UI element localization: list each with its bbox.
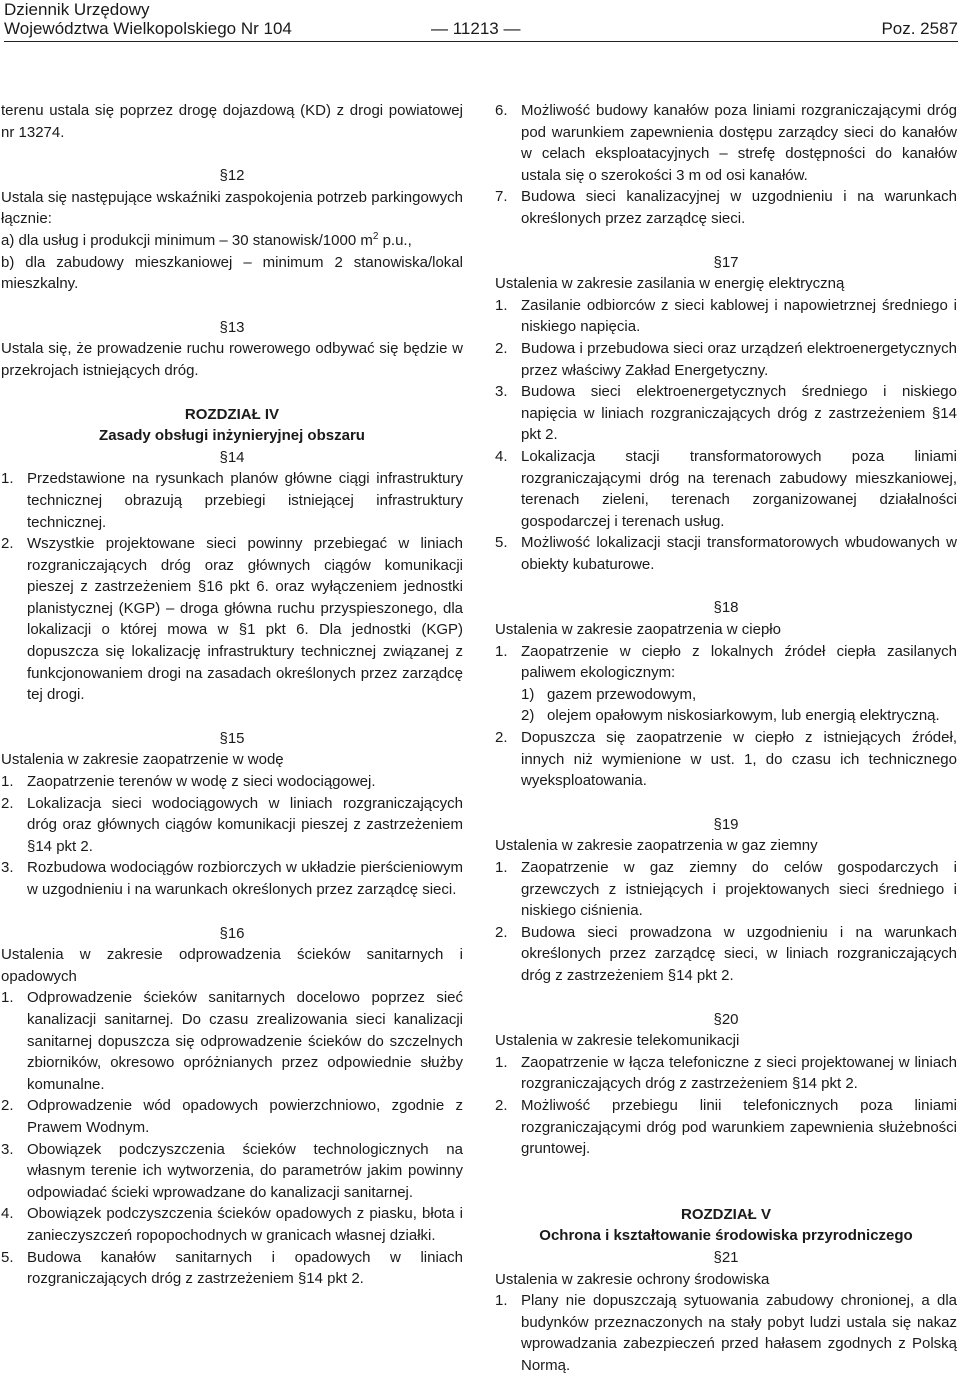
section-20-title: §20 <box>713 1010 739 1028</box>
section-14-title: §14 <box>219 448 245 466</box>
list-item <box>1 468 463 533</box>
position-number: Poz. 2587 <box>881 19 958 38</box>
page-header <box>4 0 958 40</box>
page-number: — 11213 — <box>431 19 521 38</box>
list-item <box>495 100 957 186</box>
item-text: Odprowadzenie wód opadowych powierzchniowo, zgodnie z Prawem Wodnym. <box>27 1097 463 1136</box>
list-item <box>495 381 957 446</box>
item-text: Dopuszcza się zaopatrzenie w ciepło z istniejących źródeł, innych niż wymienione w ust. 1, do czasu ich technicznego wyeksploatowania. <box>521 729 957 790</box>
list-item <box>1 987 463 1095</box>
list-item <box>495 446 957 532</box>
list-item <box>495 641 957 684</box>
item-text: Przedstawione na rysunkach planów główne ciągi infrastruktury technicznej obrazują przebiegi istniejącej infrastruktury technicznej. <box>27 470 463 531</box>
sub-item-text: gazem przewodowym, <box>547 685 697 703</box>
section-15-title: §15 <box>219 729 245 747</box>
section-18-heading: Ustalenia w zakresie zaopatrzenia w ciepło <box>495 621 781 639</box>
section-12-item-a-suffix: p.u., <box>378 231 412 249</box>
item-number: 1. <box>1 773 14 791</box>
chapter-5-title: ROZDZIAŁ V <box>681 1205 771 1223</box>
list-item <box>1 771 463 793</box>
item-number: 2. <box>495 729 508 747</box>
item-text: Lokalizacja sieci wodociągowych w liniach rozgraniczających dróg oraz głównych ciągów komunikacji pieszej z zastrzeżeniem §14 pkt 2. <box>27 794 463 855</box>
section-16-heading: Ustalenia w zakresie odprowadzenia ścieków sanitarnych i opadowych <box>1 946 463 985</box>
section-21-heading: Ustalenia w zakresie ochrony środowiska <box>495 1270 770 1288</box>
item-number: 1. <box>495 642 508 660</box>
list-item <box>1 1139 463 1204</box>
item-number: 5. <box>1 1248 14 1266</box>
sub-list-item <box>521 684 957 706</box>
list-item <box>1 1247 463 1290</box>
item-text: Rozbudowa wodociągów rozbiorczych w układzie pierścieniowym w uzgodnieniu i na warunkach określonych przez zarządcę sieci. <box>27 859 463 898</box>
item-number: 1. <box>495 296 508 314</box>
item-text: Zaopatrzenie w ciepło z lokalnych źródeł ciepła zasilanych paliwem ekologicznym: <box>521 642 957 682</box>
sub-item-text: olejem opałowym niskosiarkowym, lub energią elektryczną. <box>547 707 940 725</box>
item-text: Budowa sieci elektroenergetycznych średniego i niskiego napięcia w liniach rozgraniczających dróg z zastrzeżeniem §14 pkt 2. <box>521 383 957 444</box>
sub-item-number: 2) <box>521 707 535 725</box>
section-17-title: §17 <box>713 253 739 271</box>
item-number: 3. <box>1 859 14 877</box>
journal-title-line1: Dziennik Urzędowy <box>4 0 150 19</box>
item-number: 2. <box>1 535 14 553</box>
list-item <box>495 1052 957 1095</box>
section-12-item-b: b) dla zabudowy mieszkaniowej – minimum 2 stanowiska/lokal mieszkalny. <box>1 253 463 293</box>
list-item <box>1 857 463 900</box>
journal-title <box>4 0 292 38</box>
chapter-5-subtitle: Ochrona i kształtowanie środowiska przyrodniczego <box>539 1227 913 1245</box>
section-12-item-a-sup: 2 <box>372 230 379 242</box>
item-number: 3. <box>495 383 508 401</box>
item-number: 1. <box>1 470 14 488</box>
item-text: Możliwość lokalizacji stacji transformatorowych wbudowanych w obiekty kubaturowe. <box>521 534 957 573</box>
section-12-title: §12 <box>219 167 245 185</box>
item-number: 2. <box>495 1096 508 1114</box>
header-divider <box>4 41 958 42</box>
item-number: 6. <box>495 102 508 119</box>
item-number: 4. <box>495 447 508 465</box>
section-13-text: Ustala się, że prowadzenie ruchu rowerowego odbywać się będzie w przekrojach istniejących dróg. <box>1 340 463 379</box>
item-number: 1. <box>495 1053 508 1071</box>
intro-paragraph: terenu ustala się poprzez drogę dojazdową (KD) z drogi powiatowej nr 13274. <box>1 102 463 141</box>
section-19-heading: Ustalenia w zakresie zaopatrzenia w gaz ziemny <box>495 837 818 855</box>
section-18-title: §18 <box>713 599 739 617</box>
list-item <box>495 186 957 229</box>
list-item <box>495 1290 957 1376</box>
item-text: Zaopatrzenie w gaz ziemny do celów gospodarczych i grzewczych z istniejących i projektowanych sieci średniego i niskiego ciśnienia. <box>521 859 957 920</box>
journal-title-line2: Województwa Wielkopolskiego Nr 104 <box>4 19 292 38</box>
list-item <box>495 857 957 922</box>
item-text: Obowiązek podczyszczenia ścieków technologicznych na własnym terenie ich wytworzenia, do parametrów jakim powinny odpowiadać ścieki wprowadzane do kanalizacji sanitarnej. <box>27 1140 463 1201</box>
item-text: Budowa kanałów sanitarnych i opadowych w liniach rozgraniczających dróg z zastrzeżeniem §14 pkt 2. <box>27 1248 463 1288</box>
item-number: 3. <box>1 1140 14 1158</box>
sub-item-number: 1) <box>521 685 535 703</box>
section-20-heading: Ustalenia w zakresie telekomunikacji <box>495 1032 740 1050</box>
list-item <box>1 1095 463 1138</box>
item-number: 4. <box>1 1205 14 1223</box>
section-15-heading: Ustalenia w zakresie zaopatrzenie w wodę <box>1 751 284 769</box>
section-13-title: §13 <box>219 318 245 336</box>
list-item <box>1 1203 463 1246</box>
item-number: 1. <box>495 859 508 876</box>
item-number: 1. <box>1 989 14 1007</box>
item-text: Zaopatrzenie w łącza telefoniczne z sieci projektowanej w liniach rozgraniczających dróg z zastrzeżeniem §14 pkt 2. <box>521 1053 957 1093</box>
item-number: 2. <box>1 794 14 812</box>
item-text: Zaopatrzenie terenów w wodę z sieci wodociągowej. <box>27 773 376 791</box>
list-item <box>1 533 463 706</box>
list-item <box>495 532 957 575</box>
section-19-title: §19 <box>713 815 739 833</box>
item-text: Obowiązek podczyszczenia ścieków opadowych z piasku, błota i zanieczyszczeń ropopochodnych w granicach własnej działki. <box>27 1205 463 1244</box>
list-item <box>495 1095 957 1160</box>
item-number: 1. <box>495 1292 508 1310</box>
item-number: 7. <box>495 188 508 206</box>
item-number: 2. <box>495 923 508 941</box>
item-text: Wszystkie projektowane sieci powinny przebiegać w liniach rozgraniczających dróg oraz głównych ciągów komunikacji pieszej z zastrzeżeniem §16 pkt 6. oraz wyłączeniem jednostki planistycznej (KGP) – droga główna ruchu przyspieszonego, dla lokalizacji o której mowa w §1 pkt 6. Dla jednostki (KGP) dopuszcza się lokalizację infrastruktury technicznej związanej z funkcjonowaniem drogi na zasadach określonych przez zarządcę tej drogi. <box>27 535 463 704</box>
item-text: Budowa sieci prowadzona w uzgodnieniu i na warunkach określonych przez zarządcę sieci, w liniach rozgraniczających dróg z zastrzeżeniem §14 pkt 2. <box>521 923 957 984</box>
left-column <box>1 100 463 1290</box>
list-item <box>1 793 463 858</box>
right-column <box>495 100 957 1376</box>
item-text: Możliwość przebiegu linii telefonicznych poza liniami rozgraniczającymi dróg pod warunkiem zapewnienia służebności gruntowej. <box>521 1096 957 1158</box>
sub-list-item <box>521 705 957 727</box>
item-text: Odprowadzenie ścieków sanitarnych docelowo poprzez sieć kanalizacji sanitarnej. Do czasu zrealizowania sieci kanalizacji sanitarnej dopuszcza się odprowadzenie ścieków do szczelnych zbiorników, okresowo opróżnianych przez odpowiednie służby komunalne. <box>27 989 463 1093</box>
item-number: 5. <box>495 534 508 552</box>
item-text: Budowa sieci kanalizacyjnej w uzgodnieniu i na warunkach określonych przez zarządcę sieci. <box>521 188 957 227</box>
section-17-heading: Ustalenia w zakresie zasilania w energię elektryczną <box>495 275 845 293</box>
section-21-title: §21 <box>713 1248 739 1266</box>
list-item <box>495 727 957 792</box>
section-12-intro: Ustala się następujące wskaźniki zaspokojenia potrzeb parkingowych łącznie: <box>1 188 463 228</box>
list-item <box>495 338 957 381</box>
list-item <box>495 295 957 338</box>
chapter-4-subtitle: Zasady obsługi inżynieryjnej obszaru <box>99 427 365 445</box>
item-number: 2. <box>495 339 508 357</box>
item-text: Zasilanie odbiorców z sieci kablowej i napowietrznej średniego i niskiego napięcia. <box>521 296 957 336</box>
section-12-item-a <box>1 230 463 252</box>
item-text: Plany nie dopuszczają sytuowania zabudowy chronionej, a dla budynków przeznaczonych na stały pobyt ludzi ustala się nakaz wprowadzania zabezpieczeń przed hałasem zgodnych z Polską Normą. <box>521 1292 957 1374</box>
item-text: Budowa i przebudowa sieci oraz urządzeń elektroenergetycznych przez właściwy Zakład Energetyczny. <box>521 339 957 379</box>
section-12-item-a-text: a) dla usług i produkcji minimum – 30 stanowisk/1000 m <box>1 231 373 249</box>
item-text: Możliwość budowy kanałów poza liniami rozgraniczającymi dróg pod warunkiem zapewnienia dostępu zarządcy sieci do kanałów w celach eksploatacyjnych – strefę dostępności do kanałów ustala się o szerokości 3 m od osi kanałów. <box>521 102 957 184</box>
item-number: 2. <box>1 1097 14 1115</box>
list-item <box>495 922 957 987</box>
item-text: Lokalizacja stacji transformatorowych poza liniami rozgraniczającymi dróg na terenach zabudowy mieszkaniowej, terenach zieleni, terenach zorganizowanej działalności gospodarczej i terenach usług. <box>521 447 957 530</box>
chapter-4-title: ROZDZIAŁ IV <box>184 405 280 423</box>
section-16-title: §16 <box>219 924 245 942</box>
